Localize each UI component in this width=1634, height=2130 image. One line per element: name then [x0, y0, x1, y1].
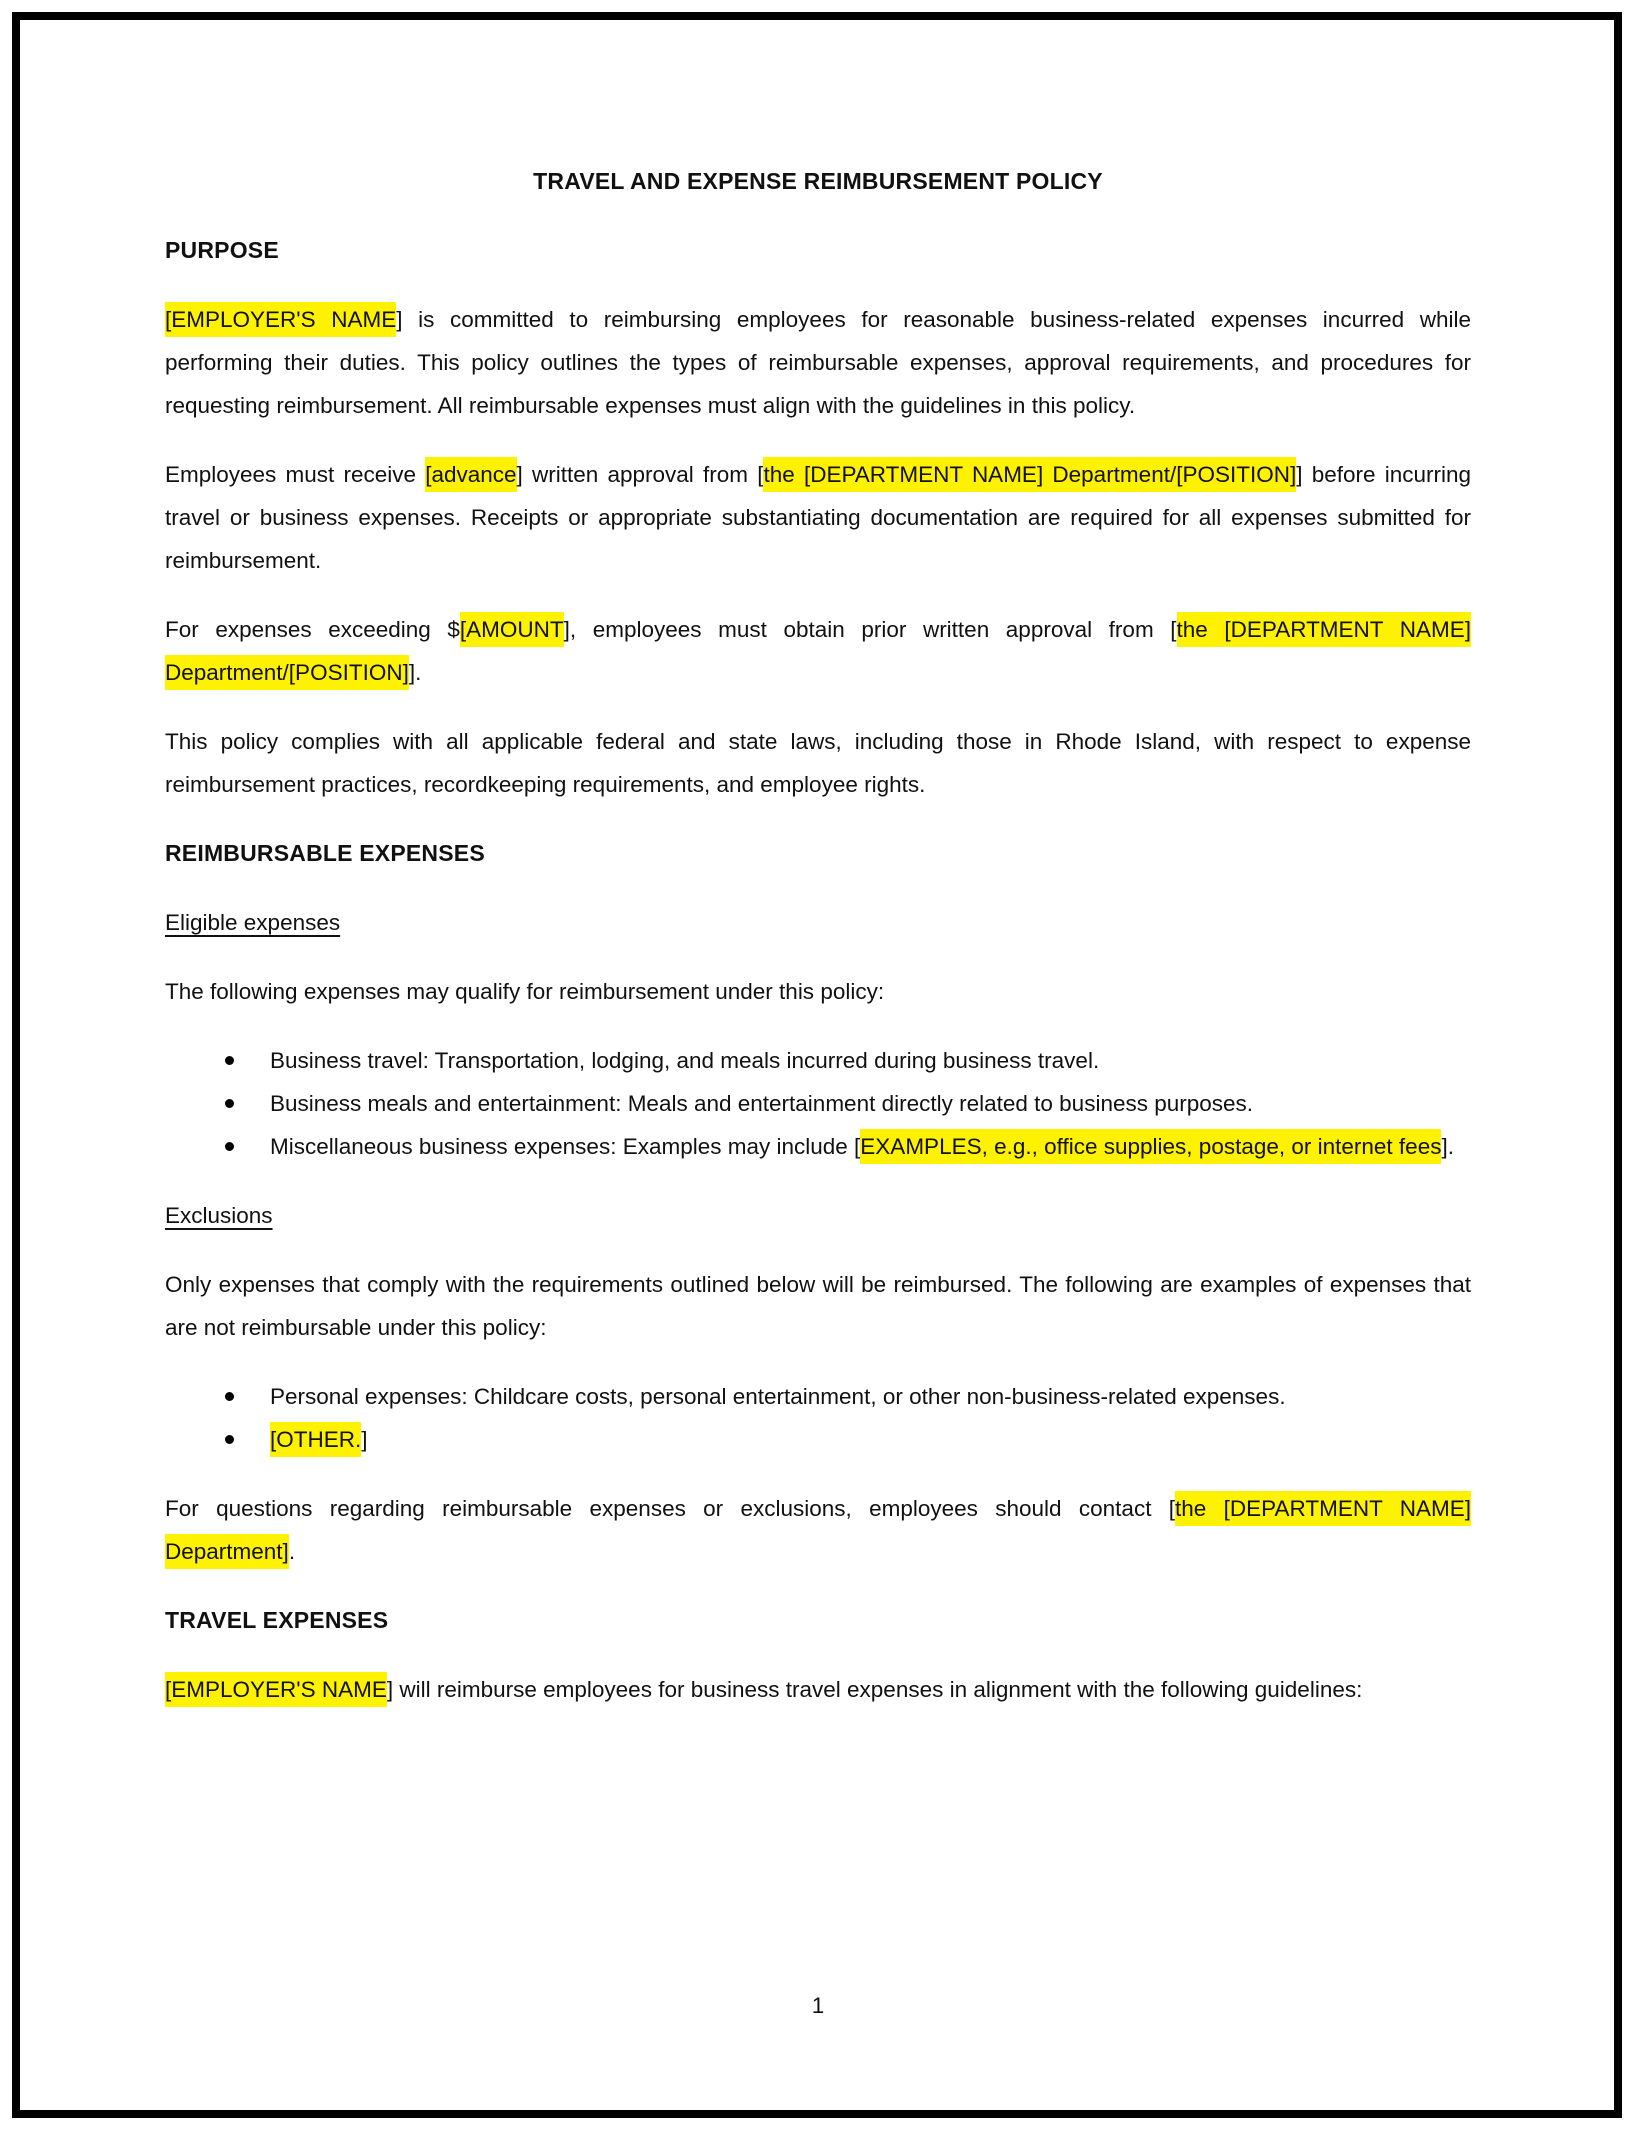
document-content [165, 118, 1471, 1737]
page-title: TRAVEL AND EXPENSE REIMBURSEMENT POLICY [533, 168, 1103, 194]
exclusions-list [165, 1375, 1471, 1461]
text-run: For questions regarding reimbursable expenses or exclusions, employees should contact [ [165, 1496, 1176, 1521]
text-run: Personal expenses: Childcare costs, personal entertainment, or other non-business-related expenses. [270, 1384, 1286, 1409]
text-run: Miscellaneous business expenses: Examples may include [ [270, 1134, 861, 1159]
text-run: ], employees must obtain prior written approval from [ [563, 617, 1177, 642]
highlighted-placeholder-run: the [DEPARTMENT NAME] Department/[POSITION] [763, 457, 1296, 492]
contact-paragraph [165, 1487, 1471, 1573]
purpose-paragraph-3 [165, 608, 1471, 694]
text-run: For expenses exceeding $ [165, 617, 460, 642]
heading-travel-expenses: TRAVEL EXPENSES [165, 1607, 389, 1633]
text-run: ] [361, 1427, 368, 1452]
highlighted-placeholder-run: the [DEPARTMENT NAME] Department] [165, 1491, 1471, 1569]
highlighted-placeholder-run: the [DEPARTMENT NAME] Department/[POSITION] [165, 612, 1471, 690]
eligible-expenses-intro: The following expenses may qualify for reimbursement under this policy: [165, 979, 885, 1004]
heading-reimbursable-expenses: REIMBURSABLE EXPENSES [165, 840, 485, 866]
text-run: ]. [408, 660, 422, 685]
text-run: ] will reimburse employees for business travel expenses in alignment with the following guidelines: [386, 1677, 1363, 1702]
highlighted-placeholder-run: [EMPLOYER'S NAME [165, 1672, 387, 1707]
text-run: ] before incurring travel or business expenses. Receipts or appropriate substantiating documentation are required for all expenses submitted for reimbursement. [165, 462, 1471, 573]
text-run: Business travel: Transportation, lodging, and meals incurred during business travel. [270, 1048, 1100, 1073]
purpose-paragraph-2 [165, 453, 1471, 582]
bullet-item-personal-expenses [165, 1375, 1471, 1418]
page-number: 1 [811, 1993, 825, 2018]
highlighted-placeholder-run: [OTHER. [270, 1422, 361, 1457]
text-run: ] is committed to reimbursing employees for reasonable business-related expenses incurred while performing their duties. This policy outlines the types of reimbursable expenses, approval requirements, and procedures for requesting reimbursement. All reimbursable expenses must align with the guidelines in this policy. [165, 307, 1471, 418]
highlighted-placeholder-run: [advance [425, 457, 516, 492]
highlighted-placeholder-run: [EMPLOYER'S NAME [165, 302, 396, 337]
heading-purpose: PURPOSE [165, 237, 279, 263]
text-run: Employees must receive [165, 462, 426, 487]
bullet-item-business-travel [165, 1039, 1471, 1082]
text-run: . [288, 1539, 296, 1564]
travel-expenses-intro [165, 1668, 1471, 1711]
text-run: Business meals and entertainment: Meals and entertainment directly related to business purposes. [270, 1091, 1254, 1116]
text-run: ]. [1441, 1134, 1454, 1159]
bullet-item-business-meals [165, 1082, 1471, 1125]
highlighted-placeholder-run: EXAMPLES, e.g., office supplies, postage, or internet fees [860, 1129, 1441, 1164]
bullet-item-other [165, 1418, 1471, 1461]
subheading-exclusions: Exclusions [165, 1203, 273, 1228]
eligible-expenses-list [165, 1039, 1471, 1168]
text-run: ] written approval from [ [516, 462, 764, 487]
purpose-paragraph-1 [165, 298, 1471, 427]
bullet-item-miscellaneous [165, 1125, 1471, 1168]
purpose-paragraph-4: This policy complies with all applicable federal and state laws, including those in Rhode Island, with respect to expense reimbursement practices, recordkeeping requirements, and employee rights. [165, 729, 1471, 797]
exclusions-intro: Only expenses that comply with the requirements outlined below will be reimbursed. The following are examples of expenses that are not reimbursable under this policy: [165, 1272, 1471, 1340]
subheading-eligible-expenses: Eligible expenses [165, 910, 341, 935]
highlighted-placeholder-run: [AMOUNT [460, 612, 564, 647]
